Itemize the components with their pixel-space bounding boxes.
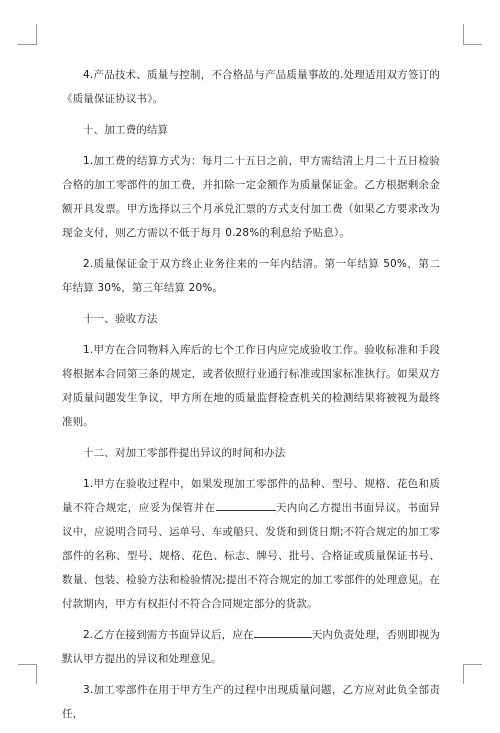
- paragraph-quality-deposit: 2.质量保证金于双方终止业务往来的一年内结清。第一年结算 50%，第二年结算 30%，第三年结算 20%。: [62, 258, 440, 294]
- crop-mark-bottom-right-vertical: [463, 664, 464, 684]
- crop-mark-top-left-vertical: [36, 24, 37, 44]
- section-heading-acceptance: 十一、验收方法: [83, 313, 158, 325]
- section-heading-processing-fee: 十、加工费的结算: [83, 124, 169, 136]
- handling-text-end: 天内负责处理，否则即视为默认甲方提出的异议和处理意见。: [62, 629, 440, 665]
- paragraph-quality-liability: 3.加工零部件在用于甲方生产的过程中出现质量问题，乙方应对此负全部责任，: [62, 684, 440, 720]
- crop-mark-bottom-left-vertical: [36, 664, 37, 684]
- handling-text-start: 2.乙方在接到需方书面异议后，应在: [83, 629, 254, 641]
- paragraph-fee-settlement: 1.加工费的结算方式为：每月二十五日之前，甲方需结清上月二十五日检验合格的加工零部件的加工费，并扣除一定金额作为质量保证金。乙方根据剩余金额开具发票。甲方选择以三个月承兑汇票的方式支付加工费（如果乙方要求改为现金支付，则乙方需以不低于每月 0.28%的利息给予贴息）。: [62, 155, 440, 239]
- paragraph-objection-procedure: [62, 472, 440, 616]
- objection-text-start: 1.甲方在验收过程中，如果发现加工零部件的品种、型号、规格、花色和质量不符合规定，应妥为保管并在: [62, 478, 440, 514]
- crop-mark-top-right-horizontal: [463, 44, 482, 45]
- crop-mark-bottom-left-horizontal: [18, 664, 37, 665]
- crop-mark-top-left-horizontal: [18, 44, 37, 45]
- crop-mark-bottom-right-horizontal: [463, 664, 482, 665]
- document-body: [62, 63, 440, 733]
- objection-text-end: 天内向乙方提出书面异议。书面异议中，应说明合同号、运单号、车或船只、发货和到货日期;不符合规定的加工零部件的名称、型号、规格、花色、标志、牌号、批号、合格证或质量保证书号、数量、包装、检验方法和检验情况;提出不符合规定的加工零部件的处理意见。在付款期内，甲方有权拒付不符合合同规定部分的货款。: [62, 502, 440, 610]
- paragraph-acceptance-method: 1.甲方在合同物料入库后的七个工作日内应完成验收工作。验收标准和手段将根据本合同第三条的规定，或者依照行业通行标准或国家标准执行。如果双方对质量问题发生争议，甲方所在地的质量监督检查机关的检测结果将被视为最终准则。: [62, 344, 440, 428]
- crop-mark-top-right-vertical: [463, 24, 464, 44]
- paragraph-supplier-handling: [62, 623, 440, 671]
- days-blank-field[interactable]: [216, 497, 276, 511]
- paragraph-quality-control: 4.产品技术、质量与控制，不合格品与产品质量事故的.处理适用双方签订的《质量保证协议书》。: [62, 69, 440, 105]
- section-heading-objection: 十二、对加工零部件提出异议的时间和办法: [83, 447, 286, 459]
- handling-days-blank-field[interactable]: [254, 624, 312, 638]
